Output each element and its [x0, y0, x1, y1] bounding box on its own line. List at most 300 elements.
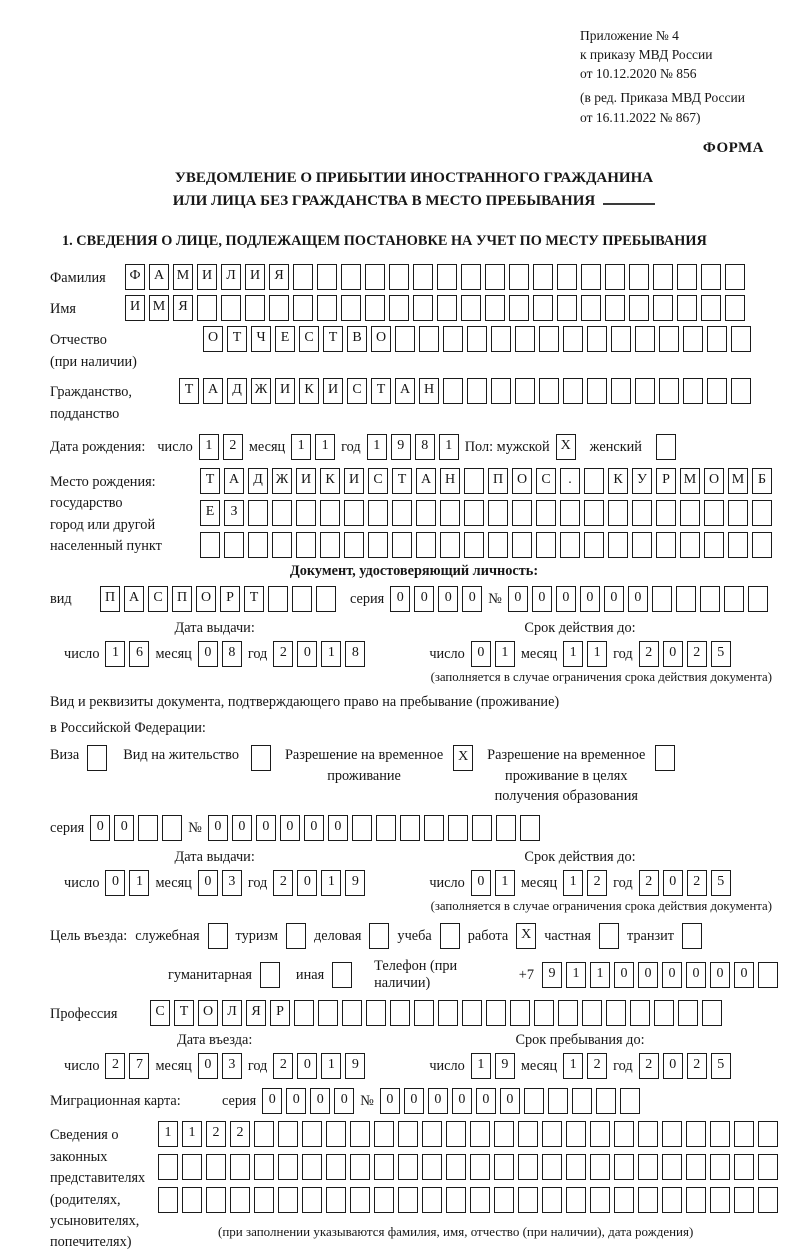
char-cell[interactable]: 0: [208, 815, 228, 841]
char-cell[interactable]: [182, 1154, 202, 1180]
char-cell[interactable]: [395, 326, 415, 352]
char-cell[interactable]: 0: [334, 1088, 354, 1114]
char-cell[interactable]: [302, 1154, 322, 1180]
char-cell[interactable]: 8: [345, 641, 365, 667]
char-cell[interactable]: [491, 326, 511, 352]
char-cell[interactable]: [701, 295, 721, 321]
char-cell[interactable]: [659, 326, 679, 352]
char-cell[interactable]: 0: [734, 962, 754, 988]
char-cell[interactable]: [254, 1187, 274, 1213]
char-cell[interactable]: 0: [471, 641, 491, 667]
char-cell[interactable]: А: [149, 264, 169, 290]
char-cell[interactable]: Я: [173, 295, 193, 321]
char-cell[interactable]: [509, 295, 529, 321]
char-cell[interactable]: [416, 500, 436, 526]
char-cell[interactable]: 0: [663, 870, 683, 896]
char-cell[interactable]: [461, 295, 481, 321]
char-cell[interactable]: 0: [414, 586, 434, 612]
char-cell[interactable]: Т: [371, 378, 391, 404]
char-cell[interactable]: [590, 1187, 610, 1213]
char-cell[interactable]: Т: [392, 468, 412, 494]
char-cell[interactable]: А: [203, 378, 223, 404]
char-cell[interactable]: [512, 500, 532, 526]
char-cell[interactable]: 0: [556, 586, 576, 612]
char-cell[interactable]: [611, 326, 631, 352]
char-cell[interactable]: [350, 1121, 370, 1147]
char-cell[interactable]: [536, 500, 556, 526]
char-cell[interactable]: X: [453, 745, 473, 771]
char-cell[interactable]: [605, 264, 625, 290]
char-cell[interactable]: [584, 500, 604, 526]
char-cell[interactable]: 0: [114, 815, 134, 841]
char-cell[interactable]: [662, 1121, 682, 1147]
char-cell[interactable]: 1: [563, 870, 583, 896]
char-cell[interactable]: С: [299, 326, 319, 352]
char-cell[interactable]: Ж: [251, 378, 271, 404]
char-cell[interactable]: [254, 1154, 274, 1180]
char-cell[interactable]: [582, 1000, 602, 1026]
char-cell[interactable]: [286, 923, 306, 949]
char-cell[interactable]: [590, 1121, 610, 1147]
char-cell[interactable]: [488, 532, 508, 558]
char-cell[interactable]: О: [371, 326, 391, 352]
char-cell[interactable]: [437, 295, 457, 321]
char-cell[interactable]: [584, 532, 604, 558]
char-cell[interactable]: Н: [440, 468, 460, 494]
char-cell[interactable]: [682, 923, 702, 949]
char-cell[interactable]: [422, 1187, 442, 1213]
char-cell[interactable]: [470, 1187, 490, 1213]
char-cell[interactable]: Ч: [251, 326, 271, 352]
char-cell[interactable]: Л: [222, 1000, 242, 1026]
char-cell[interactable]: [342, 1000, 362, 1026]
char-cell[interactable]: [683, 326, 703, 352]
char-cell[interactable]: 2: [587, 1053, 607, 1079]
char-cell[interactable]: [419, 326, 439, 352]
char-cell[interactable]: [734, 1121, 754, 1147]
char-cell[interactable]: И: [296, 468, 316, 494]
char-cell[interactable]: [707, 326, 727, 352]
char-cell[interactable]: И: [323, 378, 343, 404]
char-cell[interactable]: 0: [390, 586, 410, 612]
char-cell[interactable]: [539, 326, 559, 352]
char-cell[interactable]: [496, 815, 516, 841]
char-cell[interactable]: Ф: [125, 264, 145, 290]
char-cell[interactable]: [704, 532, 724, 558]
char-cell[interactable]: [734, 1154, 754, 1180]
char-cell[interactable]: Т: [244, 586, 264, 612]
char-cell[interactable]: 9: [495, 1053, 515, 1079]
char-cell[interactable]: 1: [321, 870, 341, 896]
char-cell[interactable]: [581, 264, 601, 290]
char-cell[interactable]: [467, 378, 487, 404]
char-cell[interactable]: .: [560, 468, 580, 494]
char-cell[interactable]: [512, 532, 532, 558]
char-cell[interactable]: [472, 815, 492, 841]
char-cell[interactable]: 1: [199, 434, 219, 460]
char-cell[interactable]: X: [516, 923, 536, 949]
char-cell[interactable]: [344, 500, 364, 526]
char-cell[interactable]: С: [347, 378, 367, 404]
char-cell[interactable]: [683, 378, 703, 404]
char-cell[interactable]: [632, 532, 652, 558]
char-cell[interactable]: [365, 295, 385, 321]
char-cell[interactable]: [390, 1000, 410, 1026]
char-cell[interactable]: 0: [297, 641, 317, 667]
char-cell[interactable]: 0: [628, 586, 648, 612]
char-cell[interactable]: [587, 326, 607, 352]
char-cell[interactable]: [510, 1000, 530, 1026]
char-cell[interactable]: А: [416, 468, 436, 494]
char-cell[interactable]: [731, 326, 751, 352]
char-cell[interactable]: [326, 1187, 346, 1213]
char-cell[interactable]: [294, 1000, 314, 1026]
char-cell[interactable]: 1: [315, 434, 335, 460]
char-cell[interactable]: 1: [495, 870, 515, 896]
char-cell[interactable]: [437, 264, 457, 290]
char-cell[interactable]: [318, 1000, 338, 1026]
char-cell[interactable]: 1: [471, 1053, 491, 1079]
char-cell[interactable]: [558, 1000, 578, 1026]
char-cell[interactable]: [518, 1187, 538, 1213]
char-cell[interactable]: [344, 532, 364, 558]
char-cell[interactable]: [422, 1154, 442, 1180]
char-cell[interactable]: Ж: [272, 468, 292, 494]
char-cell[interactable]: [389, 295, 409, 321]
char-cell[interactable]: 2: [273, 1053, 293, 1079]
char-cell[interactable]: П: [172, 586, 192, 612]
char-cell[interactable]: К: [608, 468, 628, 494]
char-cell[interactable]: Е: [275, 326, 295, 352]
char-cell[interactable]: [608, 532, 628, 558]
char-cell[interactable]: [248, 500, 268, 526]
char-cell[interactable]: О: [704, 468, 724, 494]
char-cell[interactable]: [566, 1154, 586, 1180]
char-cell[interactable]: 0: [508, 586, 528, 612]
char-cell[interactable]: [206, 1187, 226, 1213]
char-cell[interactable]: 0: [198, 1053, 218, 1079]
char-cell[interactable]: 0: [471, 870, 491, 896]
char-cell[interactable]: [470, 1121, 490, 1147]
char-cell[interactable]: 0: [604, 586, 624, 612]
char-cell[interactable]: [515, 378, 535, 404]
char-cell[interactable]: [317, 295, 337, 321]
char-cell[interactable]: [206, 1154, 226, 1180]
char-cell[interactable]: 0: [328, 815, 348, 841]
char-cell[interactable]: 9: [345, 870, 365, 896]
char-cell[interactable]: [560, 500, 580, 526]
char-cell[interactable]: 6: [129, 641, 149, 667]
char-cell[interactable]: [398, 1121, 418, 1147]
char-cell[interactable]: [542, 1187, 562, 1213]
char-cell[interactable]: 9: [391, 434, 411, 460]
char-cell[interactable]: [269, 295, 289, 321]
char-cell[interactable]: 0: [452, 1088, 472, 1114]
char-cell[interactable]: 3: [222, 870, 242, 896]
char-cell[interactable]: И: [245, 264, 265, 290]
char-cell[interactable]: 0: [280, 815, 300, 841]
char-cell[interactable]: С: [368, 468, 388, 494]
char-cell[interactable]: [443, 378, 463, 404]
char-cell[interactable]: [635, 326, 655, 352]
char-cell[interactable]: [365, 264, 385, 290]
char-cell[interactable]: 0: [686, 962, 706, 988]
char-cell[interactable]: [659, 378, 679, 404]
char-cell[interactable]: [462, 1000, 482, 1026]
char-cell[interactable]: П: [488, 468, 508, 494]
char-cell[interactable]: 2: [587, 870, 607, 896]
char-cell[interactable]: [536, 532, 556, 558]
char-cell[interactable]: [710, 1154, 730, 1180]
char-cell[interactable]: 1: [439, 434, 459, 460]
char-cell[interactable]: [590, 1154, 610, 1180]
char-cell[interactable]: [539, 378, 559, 404]
char-cell[interactable]: [518, 1121, 538, 1147]
char-cell[interactable]: 5: [711, 641, 731, 667]
char-cell[interactable]: 9: [542, 962, 562, 988]
char-cell[interactable]: [392, 500, 412, 526]
char-cell[interactable]: С: [150, 1000, 170, 1026]
char-cell[interactable]: [629, 264, 649, 290]
char-cell[interactable]: [400, 815, 420, 841]
char-cell[interactable]: [350, 1154, 370, 1180]
char-cell[interactable]: И: [344, 468, 364, 494]
char-cell[interactable]: 0: [532, 586, 552, 612]
char-cell[interactable]: [485, 264, 505, 290]
char-cell[interactable]: Л: [221, 264, 241, 290]
char-cell[interactable]: О: [198, 1000, 218, 1026]
char-cell[interactable]: [734, 1187, 754, 1213]
char-cell[interactable]: [534, 1000, 554, 1026]
char-cell[interactable]: Т: [323, 326, 343, 352]
char-cell[interactable]: [638, 1154, 658, 1180]
char-cell[interactable]: [587, 378, 607, 404]
char-cell[interactable]: 0: [297, 870, 317, 896]
char-cell[interactable]: С: [148, 586, 168, 612]
char-cell[interactable]: [563, 378, 583, 404]
char-cell[interactable]: М: [728, 468, 748, 494]
char-cell[interactable]: [302, 1121, 322, 1147]
char-cell[interactable]: [440, 500, 460, 526]
char-cell[interactable]: [389, 264, 409, 290]
char-cell[interactable]: 0: [638, 962, 658, 988]
char-cell[interactable]: 2: [639, 641, 659, 667]
char-cell[interactable]: [251, 745, 271, 771]
char-cell[interactable]: [320, 532, 340, 558]
char-cell[interactable]: [533, 264, 553, 290]
char-cell[interactable]: Я: [246, 1000, 266, 1026]
char-cell[interactable]: Н: [419, 378, 439, 404]
char-cell[interactable]: [352, 815, 372, 841]
char-cell[interactable]: 0: [500, 1088, 520, 1114]
char-cell[interactable]: [398, 1187, 418, 1213]
char-cell[interactable]: 0: [476, 1088, 496, 1114]
char-cell[interactable]: 0: [310, 1088, 330, 1114]
char-cell[interactable]: [158, 1187, 178, 1213]
char-cell[interactable]: [677, 264, 697, 290]
char-cell[interactable]: [524, 1088, 544, 1114]
char-cell[interactable]: [443, 326, 463, 352]
char-cell[interactable]: [424, 815, 444, 841]
char-cell[interactable]: [224, 532, 244, 558]
char-cell[interactable]: С: [536, 468, 556, 494]
char-cell[interactable]: 0: [232, 815, 252, 841]
char-cell[interactable]: [581, 295, 601, 321]
char-cell[interactable]: [296, 532, 316, 558]
char-cell[interactable]: 2: [687, 641, 707, 667]
char-cell[interactable]: 7: [129, 1053, 149, 1079]
char-cell[interactable]: [680, 532, 700, 558]
char-cell[interactable]: [374, 1154, 394, 1180]
char-cell[interactable]: [293, 264, 313, 290]
char-cell[interactable]: [635, 378, 655, 404]
char-cell[interactable]: [542, 1121, 562, 1147]
char-cell[interactable]: Т: [200, 468, 220, 494]
char-cell[interactable]: 1: [367, 434, 387, 460]
char-cell[interactable]: [326, 1121, 346, 1147]
char-cell[interactable]: 0: [286, 1088, 306, 1114]
char-cell[interactable]: [614, 1187, 634, 1213]
char-cell[interactable]: А: [395, 378, 415, 404]
char-cell[interactable]: О: [196, 586, 216, 612]
char-cell[interactable]: 1: [587, 641, 607, 667]
char-cell[interactable]: [296, 500, 316, 526]
char-cell[interactable]: [710, 1187, 730, 1213]
char-cell[interactable]: [614, 1154, 634, 1180]
char-cell[interactable]: 1: [563, 641, 583, 667]
char-cell[interactable]: [748, 586, 768, 612]
char-cell[interactable]: [486, 1000, 506, 1026]
char-cell[interactable]: [341, 264, 361, 290]
char-cell[interactable]: [518, 1154, 538, 1180]
char-cell[interactable]: [752, 500, 772, 526]
char-cell[interactable]: Т: [227, 326, 247, 352]
char-cell[interactable]: Д: [227, 378, 247, 404]
char-cell[interactable]: [470, 1154, 490, 1180]
char-cell[interactable]: Р: [220, 586, 240, 612]
char-cell[interactable]: [614, 1121, 634, 1147]
char-cell[interactable]: И: [275, 378, 295, 404]
char-cell[interactable]: 1: [563, 1053, 583, 1079]
char-cell[interactable]: [302, 1187, 322, 1213]
char-cell[interactable]: [278, 1121, 298, 1147]
char-cell[interactable]: М: [173, 264, 193, 290]
char-cell[interactable]: [491, 378, 511, 404]
char-cell[interactable]: 0: [710, 962, 730, 988]
char-cell[interactable]: [158, 1154, 178, 1180]
char-cell[interactable]: [162, 815, 182, 841]
char-cell[interactable]: [630, 1000, 650, 1026]
char-cell[interactable]: [572, 1088, 592, 1114]
char-cell[interactable]: [461, 264, 481, 290]
char-cell[interactable]: К: [320, 468, 340, 494]
char-cell[interactable]: [438, 1000, 458, 1026]
char-cell[interactable]: [710, 1121, 730, 1147]
char-cell[interactable]: О: [512, 468, 532, 494]
char-cell[interactable]: И: [125, 295, 145, 321]
char-cell[interactable]: [758, 1154, 778, 1180]
char-cell[interactable]: З: [224, 500, 244, 526]
char-cell[interactable]: [488, 500, 508, 526]
char-cell[interactable]: [599, 923, 619, 949]
char-cell[interactable]: Т: [179, 378, 199, 404]
char-cell[interactable]: [752, 532, 772, 558]
char-cell[interactable]: X: [556, 434, 576, 460]
char-cell[interactable]: А: [124, 586, 144, 612]
char-cell[interactable]: 2: [687, 870, 707, 896]
char-cell[interactable]: [350, 1187, 370, 1213]
char-cell[interactable]: [724, 586, 744, 612]
char-cell[interactable]: [366, 1000, 386, 1026]
char-cell[interactable]: Р: [656, 468, 676, 494]
char-cell[interactable]: [268, 586, 288, 612]
char-cell[interactable]: У: [632, 468, 652, 494]
char-cell[interactable]: [494, 1121, 514, 1147]
char-cell[interactable]: А: [224, 468, 244, 494]
char-cell[interactable]: 0: [428, 1088, 448, 1114]
char-cell[interactable]: [725, 264, 745, 290]
char-cell[interactable]: О: [203, 326, 223, 352]
char-cell[interactable]: 1: [291, 434, 311, 460]
char-cell[interactable]: [686, 1154, 706, 1180]
char-cell[interactable]: 0: [198, 870, 218, 896]
char-cell[interactable]: М: [680, 468, 700, 494]
char-cell[interactable]: [320, 500, 340, 526]
char-cell[interactable]: [398, 1154, 418, 1180]
char-cell[interactable]: [656, 500, 676, 526]
char-cell[interactable]: [413, 264, 433, 290]
char-cell[interactable]: [197, 295, 217, 321]
char-cell[interactable]: 0: [662, 962, 682, 988]
char-cell[interactable]: 2: [639, 1053, 659, 1079]
char-cell[interactable]: [653, 264, 673, 290]
char-cell[interactable]: [368, 532, 388, 558]
char-cell[interactable]: [494, 1154, 514, 1180]
char-cell[interactable]: [638, 1121, 658, 1147]
char-cell[interactable]: 3: [222, 1053, 242, 1079]
char-cell[interactable]: [485, 295, 505, 321]
char-cell[interactable]: [566, 1121, 586, 1147]
char-cell[interactable]: К: [299, 378, 319, 404]
char-cell[interactable]: 0: [580, 586, 600, 612]
char-cell[interactable]: [563, 326, 583, 352]
char-cell[interactable]: [676, 586, 696, 612]
char-cell[interactable]: Е: [200, 500, 220, 526]
char-cell[interactable]: [632, 500, 652, 526]
char-cell[interactable]: [509, 264, 529, 290]
char-cell[interactable]: [728, 500, 748, 526]
char-cell[interactable]: [87, 745, 107, 771]
char-cell[interactable]: [731, 378, 751, 404]
char-cell[interactable]: 2: [206, 1121, 226, 1147]
char-cell[interactable]: [208, 923, 228, 949]
char-cell[interactable]: 5: [711, 870, 731, 896]
char-cell[interactable]: Б: [752, 468, 772, 494]
char-cell[interactable]: Р: [270, 1000, 290, 1026]
char-cell[interactable]: [758, 962, 778, 988]
char-cell[interactable]: [542, 1154, 562, 1180]
char-cell[interactable]: [653, 295, 673, 321]
char-cell[interactable]: [248, 532, 268, 558]
char-cell[interactable]: [374, 1187, 394, 1213]
char-cell[interactable]: 1: [182, 1121, 202, 1147]
char-cell[interactable]: [548, 1088, 568, 1114]
char-cell[interactable]: 8: [415, 434, 435, 460]
char-cell[interactable]: [464, 500, 484, 526]
char-cell[interactable]: 0: [262, 1088, 282, 1114]
char-cell[interactable]: [292, 586, 312, 612]
char-cell[interactable]: [138, 815, 158, 841]
